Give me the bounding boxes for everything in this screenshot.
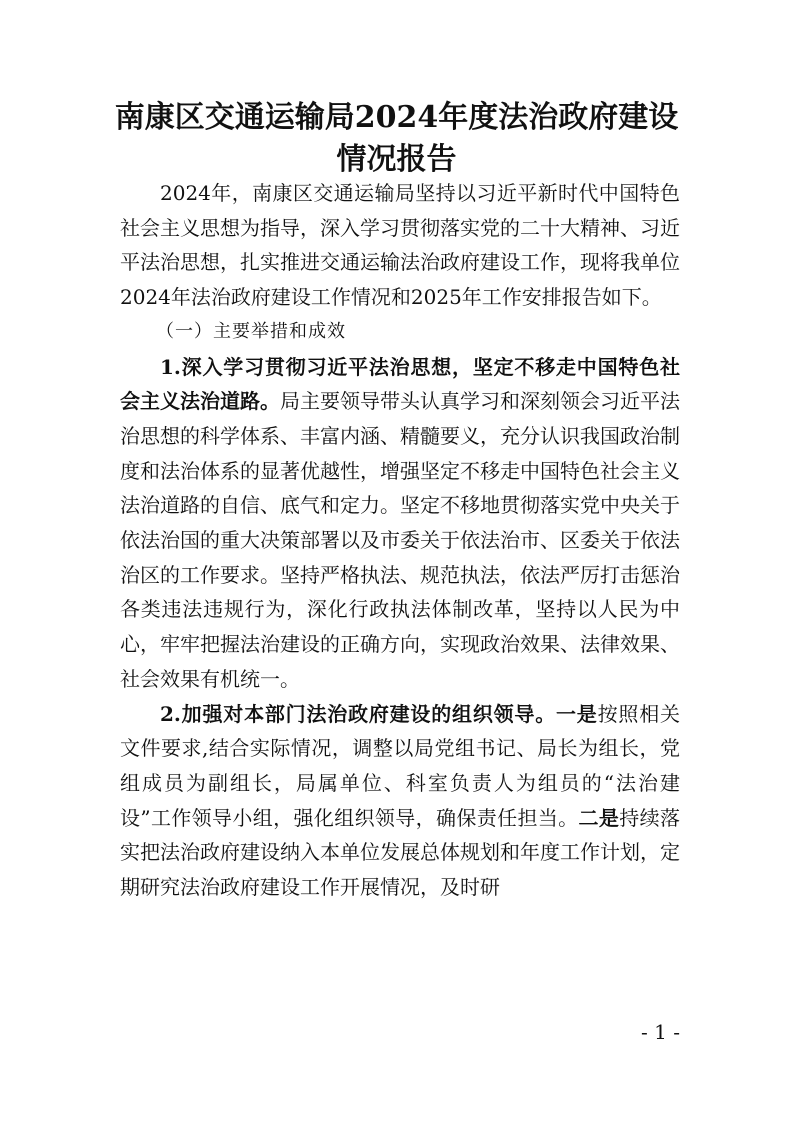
item-1-heading: 1.深入学习贯彻习近平法治思想，坚定不移走中国特色社会主义法治道路。: [120, 354, 680, 414]
item-2-paragraph: [120, 697, 680, 905]
intro-paragraph: 2024年，南康区交通运输局坚持以习近平新时代中国特色社会主义思想为指导，深入学习贯彻落实党的二十大精神、习近平法治思想，扎实推进交通运输法治政府建设工作，现将我单位2024年法治政府建设工作情况和2025年工作安排报告如下。: [120, 181, 680, 310]
document-title-line-1: 南康区交通运输局2024年度法治政府建设: [114, 100, 679, 135]
section-heading: （一）主要举措和成效: [156, 320, 346, 342]
item-2-lead-b: 二是: [578, 805, 620, 830]
item-2-lead-a: 一是: [556, 701, 598, 726]
item-2-text-a: 按照相关文件要求,结合实际情况，调整以局党组书记、局长为组长，党组成员为副组长，局属单位、科室负责人为组员的“法治建设”工作领导小组，强化组织领导，确保责任担当。: [120, 701, 680, 830]
document-body: [120, 176, 680, 905]
document-title-line-2: 情况报告: [336, 142, 457, 177]
page-number: - 1 -: [641, 1020, 680, 1044]
item-1-text: 局主要领导带头认真学习和深刻领会习近平法治思想的科学体系、丰富内涵、精髓要义，充分认识我国政治制度和法治体系的显著优越性，增强坚定不移走中国特色社会主义法治道路的自信、底气和定力。坚定不移地贯彻落实党中央关于依法治国的重大决策部署以及市委关于依法治市、区委关于依法治区的工作要求。坚持严格执法、规范执法，依法严厉打击惩治各类违法违规行为，深化行政执法体制改革，坚持以人民为中心，牢牢把握法治建设的正确方向，实现政治效果、法律效果、社会效果有机统一。: [120, 389, 680, 691]
item-1-paragraph: [120, 350, 680, 697]
item-2-heading: 2.加强对本部门法治政府建设的组织领导。: [160, 701, 557, 726]
item-2-text-b: 持续落实把法治政府建设纳入本单位发展总体规划和年度工作计划，定期研究法治政府建设工作开展情况，及时研: [120, 805, 681, 900]
